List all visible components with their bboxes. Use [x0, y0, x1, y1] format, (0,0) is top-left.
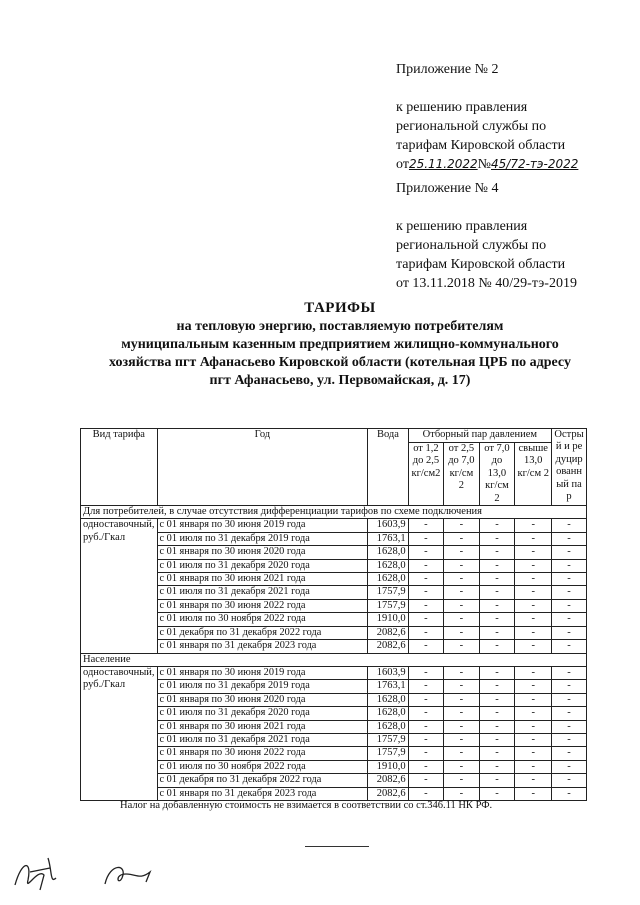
dash-cell: - — [515, 680, 552, 693]
dash-cell: - — [444, 680, 479, 693]
document-title: ТАРИФЫ — [304, 300, 376, 316]
appendix-2-block — [396, 60, 578, 174]
appendix-2-ot: от — [396, 157, 409, 172]
water-value-cell: 1628,0 — [368, 559, 408, 572]
dash-cell: - — [479, 640, 515, 653]
appendix-2-line: тарифам Кировской области — [396, 138, 566, 153]
water-value-cell: 1757,9 — [368, 747, 408, 760]
dash-cell: - — [552, 693, 587, 706]
period-cell: с 01 июля по 31 декабря 2021 года — [157, 733, 368, 746]
appendix-4-line: от 13.11.2018 № 40/29-тэ-2019 — [396, 276, 577, 291]
dash-cell: - — [479, 626, 515, 639]
dash-cell: - — [479, 733, 515, 746]
handwritten-number: 45/72-тэ-2022 — [491, 157, 579, 171]
dash-cell: - — [479, 680, 515, 693]
dash-cell: - — [552, 720, 587, 733]
dash-cell: - — [444, 519, 479, 532]
period-cell: с 01 января по 31 декабря 2023 года — [157, 787, 368, 800]
dash-cell: - — [444, 546, 479, 559]
dash-cell: - — [479, 546, 515, 559]
dash-cell: - — [515, 774, 552, 787]
dash-cell: - — [515, 613, 552, 626]
table-row — [81, 573, 587, 586]
dash-cell: - — [444, 787, 479, 800]
water-value-cell: 2082,6 — [368, 774, 408, 787]
spacer — [396, 198, 577, 217]
dash-cell: - — [552, 787, 587, 800]
dash-cell: - — [444, 666, 479, 679]
dash-cell: - — [408, 532, 444, 545]
dash-cell: - — [444, 586, 479, 599]
dash-cell: - — [515, 519, 552, 532]
tariff-type-cell: одноставочный, руб./Гкал — [81, 666, 158, 800]
water-value-cell: 1910,0 — [368, 613, 408, 626]
table-row — [81, 720, 587, 733]
water-value-cell: 1603,9 — [368, 519, 408, 532]
dash-cell: - — [408, 680, 444, 693]
water-value-cell: 1628,0 — [368, 546, 408, 559]
table-row — [81, 774, 587, 787]
table-row — [81, 693, 587, 706]
dash-cell: - — [479, 666, 515, 679]
dash-cell: - — [515, 573, 552, 586]
header-sharp-steam: Острый и редуцированный пар — [552, 429, 587, 506]
dash-cell: - — [515, 747, 552, 760]
dash-cell: - — [515, 707, 552, 720]
dash-cell: - — [408, 573, 444, 586]
water-value-cell: 1757,9 — [368, 733, 408, 746]
dash-cell: - — [444, 707, 479, 720]
period-cell: с 01 января по 30 июня 2020 года — [157, 546, 368, 559]
dash-cell: - — [408, 733, 444, 746]
dash-cell: - — [479, 613, 515, 626]
divider-line — [305, 846, 369, 847]
dash-cell: - — [515, 787, 552, 800]
header-water: Вода — [368, 429, 408, 506]
water-value-cell: 1628,0 — [368, 573, 408, 586]
dash-cell: - — [552, 546, 587, 559]
section-row — [81, 653, 587, 666]
dash-cell: - — [408, 519, 444, 532]
dash-cell: - — [444, 720, 479, 733]
dash-cell: - — [515, 733, 552, 746]
header-steam: Отборный пар давлением — [408, 429, 552, 443]
dash-cell: - — [444, 573, 479, 586]
period-cell: с 01 января по 30 июня 2022 года — [157, 599, 368, 612]
dash-cell: - — [479, 532, 515, 545]
dash-cell: - — [408, 707, 444, 720]
table-row — [81, 666, 587, 679]
dash-cell: - — [552, 680, 587, 693]
period-cell: с 01 января по 30 июня 2022 года — [157, 747, 368, 760]
water-value-cell: 1763,1 — [368, 532, 408, 545]
dash-cell: - — [552, 586, 587, 599]
dash-cell: - — [552, 613, 587, 626]
dash-cell: - — [408, 693, 444, 706]
dash-cell: - — [515, 559, 552, 572]
dash-cell: - — [515, 666, 552, 679]
dash-cell: - — [552, 707, 587, 720]
dash-cell: - — [479, 586, 515, 599]
dash-cell: - — [515, 760, 552, 773]
period-cell: с 01 декабря по 31 декабря 2022 года — [157, 626, 368, 639]
document-subtitle-line: на тепловую энергию, поставляемую потребителям — [176, 319, 504, 334]
dash-cell: - — [444, 613, 479, 626]
table-row — [81, 546, 587, 559]
period-cell: с 01 июля по 31 декабря 2021 года — [157, 586, 368, 599]
dash-cell: - — [552, 774, 587, 787]
appendix-4-line: тарифам Кировской области — [396, 257, 566, 272]
dash-cell: - — [552, 747, 587, 760]
dash-cell: - — [444, 626, 479, 639]
period-cell: с 01 января по 30 июня 2019 года — [157, 519, 368, 532]
dash-cell: - — [479, 519, 515, 532]
dash-cell: - — [479, 747, 515, 760]
document-title-block — [70, 298, 610, 390]
dash-cell: - — [444, 733, 479, 746]
dash-cell: - — [408, 559, 444, 572]
dash-cell: - — [552, 760, 587, 773]
period-cell: с 01 июля по 31 декабря 2020 года — [157, 559, 368, 572]
water-value-cell: 1628,0 — [368, 693, 408, 706]
water-value-cell: 2082,6 — [368, 787, 408, 800]
period-cell: с 01 июля по 30 ноября 2022 года — [157, 613, 368, 626]
table-row — [81, 586, 587, 599]
dash-cell: - — [444, 774, 479, 787]
period-cell: с 01 января по 30 июня 2021 года — [157, 720, 368, 733]
dash-cell: - — [444, 599, 479, 612]
dash-cell: - — [479, 720, 515, 733]
handwritten-date: 25.11.2022 — [408, 157, 478, 171]
dash-cell: - — [515, 599, 552, 612]
appendix-4-block — [396, 179, 577, 293]
table-row — [81, 559, 587, 572]
appendix-2-date-line — [396, 155, 578, 174]
water-value-cell: 1603,9 — [368, 666, 408, 679]
dash-cell: - — [479, 707, 515, 720]
water-value-cell: 1763,1 — [368, 680, 408, 693]
dash-cell: - — [479, 693, 515, 706]
period-cell: с 01 января по 30 июня 2021 года — [157, 573, 368, 586]
table-row — [81, 613, 587, 626]
appendix-2-title: Приложение № 2 — [396, 62, 499, 77]
dash-cell: - — [408, 774, 444, 787]
dash-cell: - — [479, 573, 515, 586]
dash-cell: - — [515, 626, 552, 639]
appendix-4-title: Приложение № 4 — [396, 181, 499, 196]
tariff-table-body — [81, 506, 587, 801]
signature-image — [10, 850, 210, 900]
vat-note: Налог на добавленную стоимость не взимается в соответствии со ст.346.11 НК РФ. — [120, 800, 493, 811]
water-value-cell: 1757,9 — [368, 586, 408, 599]
dash-cell: - — [515, 546, 552, 559]
dash-cell: - — [408, 599, 444, 612]
period-cell: с 01 июля по 31 декабря 2019 года — [157, 680, 368, 693]
dash-cell: - — [515, 720, 552, 733]
table-row — [81, 747, 587, 760]
appendix-4-line: к решению правления — [396, 219, 528, 234]
dash-cell: - — [444, 693, 479, 706]
section-label: Для потребителей, в случае отсутствия дифференциации тарифов по схеме подключения — [81, 506, 587, 519]
header-year: Год — [157, 429, 368, 506]
dash-cell: - — [515, 640, 552, 653]
dash-cell: - — [552, 666, 587, 679]
dash-cell: - — [552, 559, 587, 572]
period-cell: с 01 июля по 30 ноября 2022 года — [157, 760, 368, 773]
table-row — [81, 599, 587, 612]
dash-cell: - — [444, 532, 479, 545]
dash-cell: - — [408, 613, 444, 626]
water-value-cell: 2082,6 — [368, 626, 408, 639]
table-row — [81, 760, 587, 773]
dash-cell: - — [515, 693, 552, 706]
spacer — [396, 79, 578, 98]
document-subtitle-line: пгт Афанасьево, ул. Первомайская, д. 17) — [209, 373, 471, 388]
dash-cell: - — [408, 640, 444, 653]
table-row — [81, 519, 587, 532]
dash-cell: - — [552, 532, 587, 545]
appendix-4-line: региональной службы по — [396, 238, 547, 253]
period-cell: с 01 января по 31 декабря 2023 года — [157, 640, 368, 653]
table-row — [81, 640, 587, 653]
dash-cell: - — [515, 532, 552, 545]
table-row — [81, 733, 587, 746]
dash-cell: - — [408, 626, 444, 639]
table-row — [81, 680, 587, 693]
water-value-cell: 1628,0 — [368, 720, 408, 733]
dash-cell: - — [444, 760, 479, 773]
document-subtitle-line: хозяйства пгт Афанасьево Кировской области (котельная ЦРБ по адресу — [109, 355, 571, 370]
table-row — [81, 532, 587, 545]
header-steam-2: от 2,5 до 7,0 кг/см 2 — [444, 443, 479, 506]
period-cell: с 01 января по 30 июня 2019 года — [157, 666, 368, 679]
water-value-cell: 1910,0 — [368, 760, 408, 773]
document-subtitle-line: муниципальным казенным предприятием жилищно-коммунального — [121, 337, 559, 352]
header-steam-3: от 7,0 до 13,0 кг/см 2 — [479, 443, 515, 506]
period-cell: с 01 июля по 31 декабря 2019 года — [157, 532, 368, 545]
dash-cell: - — [444, 747, 479, 760]
tariff-table — [80, 428, 587, 801]
header-tariff-type: Вид тарифа — [81, 429, 158, 506]
dash-cell: - — [552, 519, 587, 532]
header-steam-1: от 1,2 до 2,5 кг/см2 — [408, 443, 444, 506]
dash-cell: - — [408, 787, 444, 800]
water-value-cell: 1757,9 — [368, 599, 408, 612]
table-row — [81, 787, 587, 800]
section-label: Население — [81, 653, 587, 666]
dash-cell: - — [479, 559, 515, 572]
dash-cell: - — [408, 666, 444, 679]
period-cell: с 01 июля по 31 декабря 2020 года — [157, 707, 368, 720]
table-row — [81, 707, 587, 720]
water-value-cell: 2082,6 — [368, 640, 408, 653]
dash-cell: - — [408, 760, 444, 773]
appendix-2-num-sign: № — [477, 157, 492, 172]
appendix-2-line: к решению правления — [396, 100, 528, 115]
section-row — [81, 506, 587, 519]
dash-cell: - — [444, 559, 479, 572]
header-steam-4: свыше 13,0 кг/см 2 — [515, 443, 552, 506]
dash-cell: - — [515, 586, 552, 599]
dash-cell: - — [552, 640, 587, 653]
tariff-type-cell: одноставочный, руб./Гкал — [81, 519, 158, 653]
period-cell: с 01 декабря по 31 декабря 2022 года — [157, 774, 368, 787]
dash-cell: - — [552, 573, 587, 586]
dash-cell: - — [479, 787, 515, 800]
dash-cell: - — [408, 546, 444, 559]
dash-cell: - — [552, 733, 587, 746]
dash-cell: - — [479, 774, 515, 787]
dash-cell: - — [408, 586, 444, 599]
dash-cell: - — [552, 599, 587, 612]
dash-cell: - — [408, 747, 444, 760]
dash-cell: - — [479, 760, 515, 773]
dash-cell: - — [552, 626, 587, 639]
water-value-cell: 1628,0 — [368, 707, 408, 720]
dash-cell: - — [479, 599, 515, 612]
dash-cell: - — [444, 640, 479, 653]
table-row — [81, 626, 587, 639]
period-cell: с 01 января по 30 июня 2020 года — [157, 693, 368, 706]
appendix-2-line: региональной службы по — [396, 119, 547, 134]
dash-cell: - — [408, 720, 444, 733]
